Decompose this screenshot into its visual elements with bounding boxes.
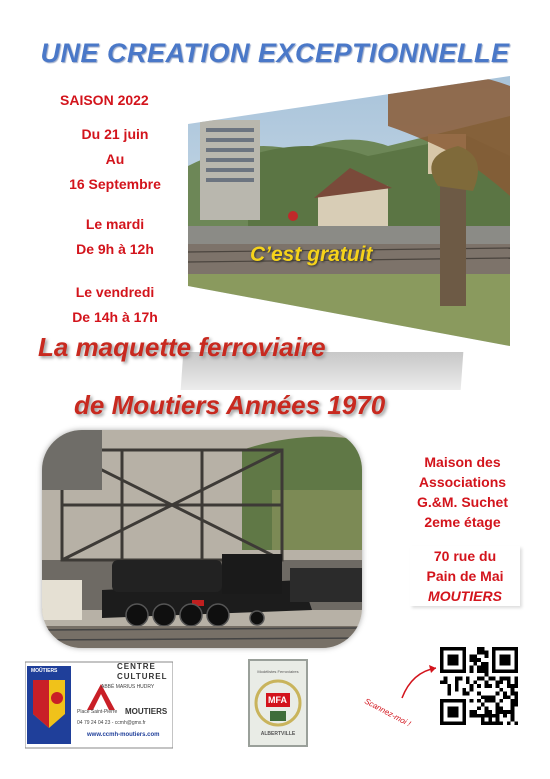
tuesday-hours <box>40 212 190 262</box>
center-name-line-1: CENTRE <box>117 662 156 671</box>
crest-label: MOÛTIERS <box>31 668 58 674</box>
tuesday-label: Le mardi <box>85 216 145 232</box>
date-start: Du 21 juin <box>81 126 149 142</box>
center-name <box>117 662 168 682</box>
banner-line-2: de Moutiers Années 1970 <box>74 390 386 420</box>
date-connector: Au <box>105 151 125 167</box>
address-city: MOUTIERS <box>428 588 502 604</box>
locomotive-photo <box>42 430 362 648</box>
friday-hours <box>40 280 190 330</box>
club-acronym: MFA <box>268 695 287 705</box>
arrow-icon <box>398 662 442 702</box>
venue-line-3: G.&M. Suchet <box>416 494 508 510</box>
club-arc-text: Modélistes Ferroviaires <box>257 669 299 674</box>
tuesday-time: De 9h à 12h <box>76 241 154 257</box>
address-block <box>410 546 520 606</box>
center-place: Place Saint-Pierre <box>77 709 118 715</box>
address-line-2: Pain de Mai <box>426 568 504 584</box>
layout-photo-perspective <box>188 76 510 346</box>
center-contact: 04 79 24 04 23 - ccmh@gmx.fr <box>77 720 146 726</box>
friday-label: Le vendredi <box>75 284 155 300</box>
address-line-1: 70 rue du <box>433 548 497 564</box>
venue-line-4: 2eme étage <box>424 514 501 530</box>
scan-me-label: Scannez-moi ! <box>362 696 413 729</box>
venue-block <box>380 452 545 532</box>
friday-time: De 14h à 17h <box>72 309 158 325</box>
season-label: SAISON 2022 <box>60 92 149 108</box>
club-logo <box>248 659 308 747</box>
venue-line-2: Associations <box>418 474 507 490</box>
center-name-line-2: CULTUREL <box>117 672 168 681</box>
date-end: 16 Septembre <box>69 176 161 192</box>
center-city: MOUTIERS <box>125 707 168 716</box>
venue-line-1: Maison des <box>424 454 501 470</box>
club-city: ALBERTVILLE <box>260 731 296 737</box>
banner-line-1: La maquette ferroviaire <box>38 332 326 362</box>
center-website: www.ccmh-moutiers.com <box>87 732 160 738</box>
cultural-center-logo <box>25 654 173 750</box>
center-subtitle: ABBÉ MARIUS HUDRY <box>101 684 155 690</box>
page-title: UNE CREATION EXCEPTIONNELLE <box>40 38 510 68</box>
date-range <box>40 122 190 197</box>
free-entry-caption: C’est gratuit <box>250 243 373 266</box>
qr-code[interactable] <box>440 647 518 725</box>
